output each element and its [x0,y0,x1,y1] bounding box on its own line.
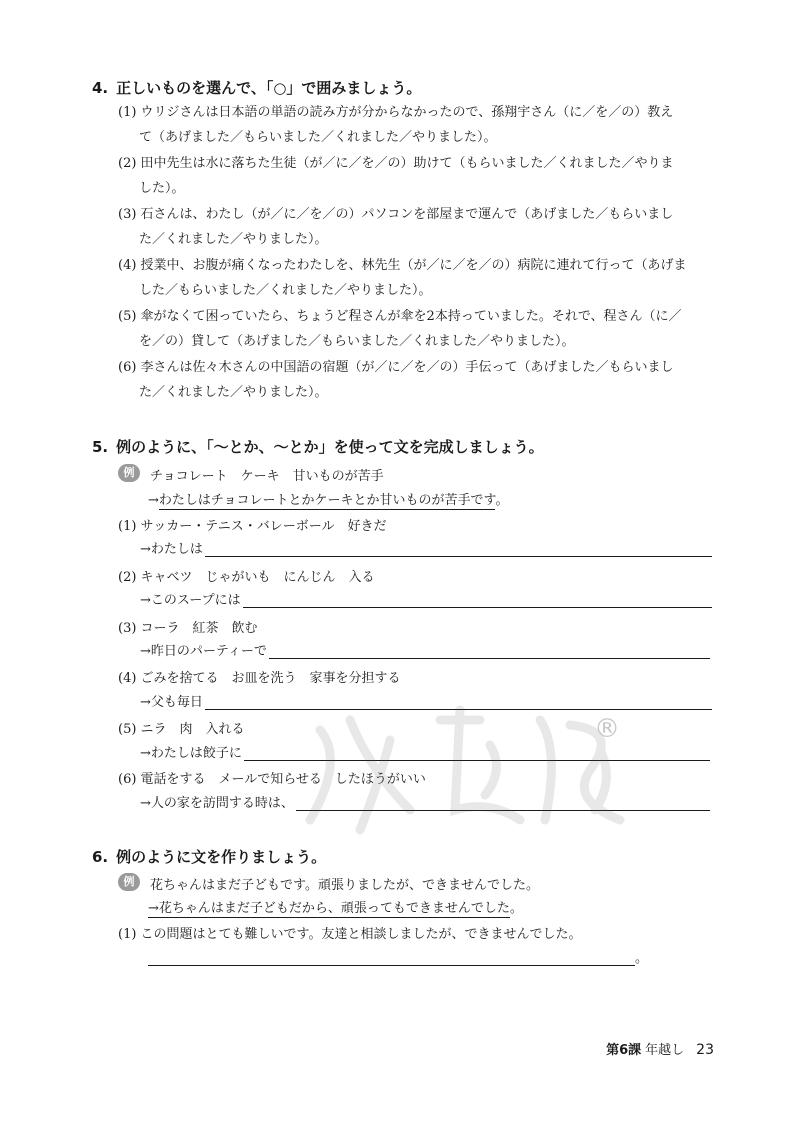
footer-lesson-title: 年越し [645,1043,685,1058]
example-badge: 例 [118,873,140,891]
answer-blank-3[interactable] [269,644,710,659]
section-4-item-3: (3) 石さんは、わたし（が／に／を／の）パソコンを部屋まで運んで（あげました／もらいまし た／くれました／やりました）。 [118,207,674,247]
section-4-item-6: (6) 李さんは佐々木さんの中国語の宿題（が／に／を／の）手伝って（あげました／もらいまし た／くれました／やりました）。 [118,360,674,400]
publisher-watermark [290,690,650,840]
section-6-example-text: 花ちゃんはまだ子どもです。頑張りましたが、できませんでした。 [150,878,539,893]
section-4-item-2: (2) 田中先生は水に落ちた生徒（が／に／を／の）助けて（もらいました／くれました／やりま した）。 [118,156,674,196]
footer-lesson: 第6課 [606,1043,642,1058]
section-4-title: 正しいものを選んで、「○」で囲みましょう。 [116,79,422,97]
section-6-question-1: (1) この問題はとても難しいです。友達と相談しましたが、できませんでした。 [118,927,582,942]
page-number: 23 [696,1042,714,1058]
section-6-example-answer: →花ちゃんはまだ子どもだから、頑張ってもできませんでした。 [148,901,523,916]
answer-blank-2[interactable] [243,593,712,608]
section-5-number: 5. [92,438,109,456]
registered-mark: ® [594,714,620,744]
section-5-example-text: チョコレート ケーキ 甘いものが苦手 [150,469,384,484]
example-answer-underlined: →花ちゃんはまだ子どもだから、頑張ってもできませんでした [148,901,510,916]
section-5-example-answer: →わたしはチョコレートとかケーキとか甘いものが苦手です。 [148,493,509,508]
page-footer [606,1039,714,1058]
section-4-heading [92,77,421,98]
section-5-answer-3: →昨日のパーティーで [140,639,710,659]
section-5-answer-2: →このスープには [140,588,712,608]
section-5-answer-6: →人の家を訪問する時は、 [140,791,710,811]
section-5-answer-1: →わたしは [140,537,712,557]
answer-blank-section-6[interactable] [148,951,635,966]
section-5-question-4: (4) ごみを捨てる お皿を洗う 家事を分担する [118,671,401,686]
example-arrow: → [148,493,159,508]
section-5-answer-4: →父も毎日 [140,690,712,710]
section-4-number: 4. [92,79,109,97]
section-5-title: 例のように、「〜とか、〜とか」を使って文を完成しましょう。 [116,438,544,456]
section-6-answer-1: 。 [148,950,648,966]
section-5-answer-5: →わたしは餃子に [140,741,710,761]
section-4-item-5: (5) 傘がなくて困っていたら、ちょうど程さんが傘を2本持っていました。それで、程さん（に／ を／の）貸して（あげました／もらいました／くれました／やりました）。 [118,309,682,349]
example-answer-underlined: わたしはチョコレートとかケーキとか甘いものが苦手です [158,493,496,508]
section-6-heading [92,846,326,867]
section-5-question-5: (5) ニラ 肉 入れる [118,722,245,737]
section-5-question-6: (6) 電話をする メールで知らせる したほうがいい [118,772,426,787]
section-5-question-2: (2) キャベツ じゃがいも にんじん 入る [118,570,375,585]
section-5-question-3: (3) コーラ 紅茶 飲む [118,621,258,636]
section-4-item-4: (4) 授業中、お腹が痛くなったわたしを、林先生（が／に／を／の）病院に連れて行って（あげま した／もらいました／くれました／やりました）。 [118,258,687,298]
section-4-item-1: (1) ウリジさんは日本語の単語の読み方が分からなかったので、孫翔宇さん（に／を／の）教え て（あげました／もらいました／くれました／やりました）。 [118,105,674,145]
section-5-heading [92,436,544,457]
answer-blank-1[interactable] [205,542,712,557]
section-6-number: 6. [92,848,109,866]
section-6-title: 例のように文を作りましょう。 [116,848,327,866]
section-5-question-1: (1) サッカー・テニス・バレーボール 好きだ [118,519,387,534]
example-badge: 例 [118,464,140,482]
